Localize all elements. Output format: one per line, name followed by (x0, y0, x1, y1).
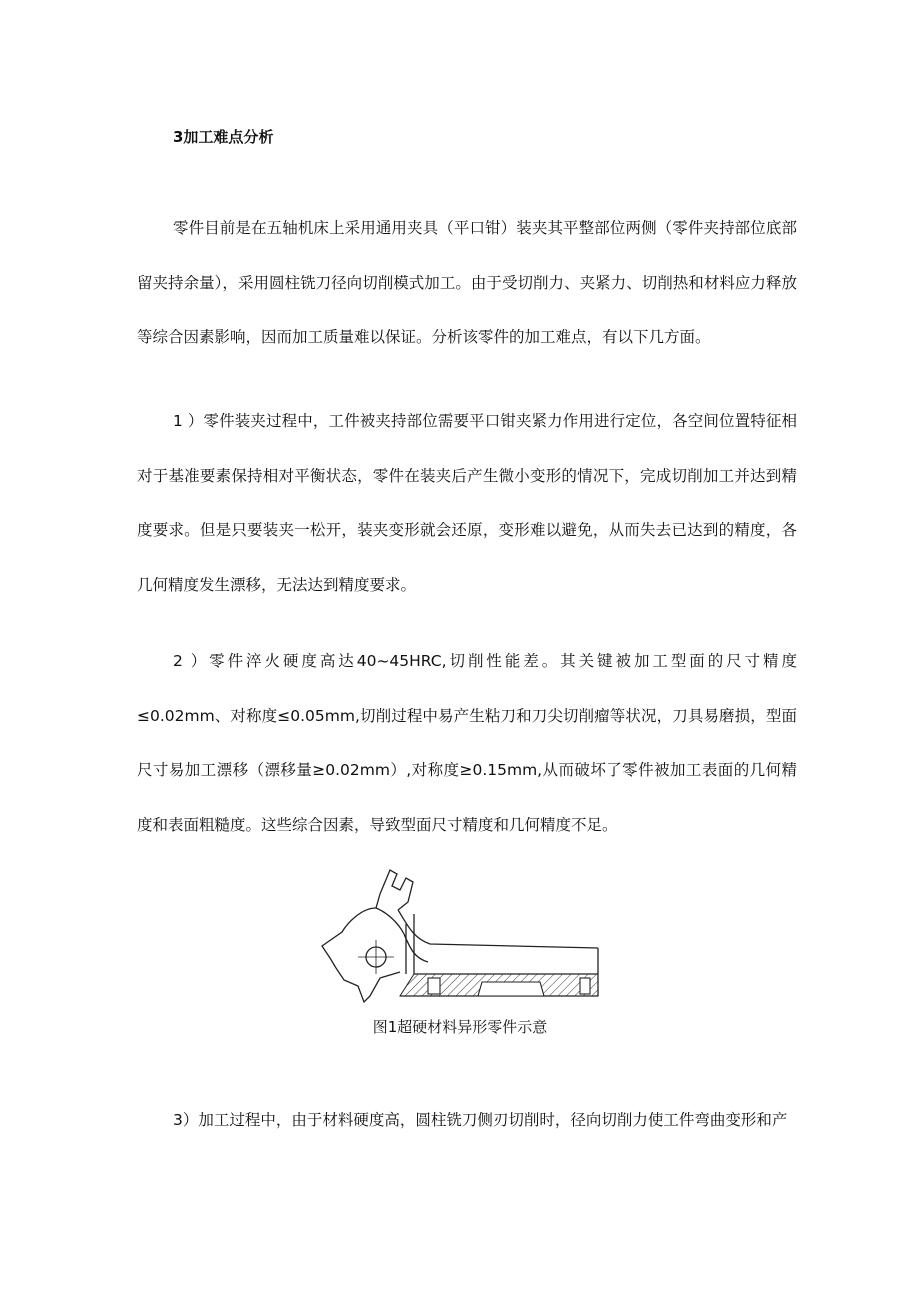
part-diagram-figure (318, 862, 602, 1012)
paragraph-point-3: 3）加工过程中，由于材料硬度高，圆柱铣刀侧刃切削时，径向切削力使工件弯曲变形和产 (173, 1111, 788, 1129)
part-diagram-drawing (318, 862, 602, 1012)
paragraph-intro: 零件目前是在五轴机床上采用通用夹具（平口钳）装夹其平整部位两侧（零件夹持部位底部留夹持余量），采用圆柱铣刀径向切削模式加工。由于受切削力、夹紧力、切削热和材料应力释放等综合因素影响，因而加工质量难以保证。分析该零件的加工难点，有以下几方面。 (137, 219, 797, 346)
figure-caption: 图1超硬材料异形零件示意 (372, 1018, 548, 1036)
paragraph-point-2: 2 ）零件淬火硬度高达40~45HRC,切削性能差。其关键被加工型面的尺寸精度≤0.02mm、对称度≤0.05mm,切削过程中易产生粘刀和刀尖切削瘤等状况，刀具易磨损，型面尺寸易加工漂移（漂移量≥0.02mm）,对称度≥0.15mm,从而破坏了零件被加工表面的几何精度和表面粗糙度。这些综合因素，导致型面尺寸精度和几何精度不足。 (137, 652, 797, 834)
section-heading: 3加工难点分析 (173, 128, 274, 146)
paragraph-point-1: 1 ）零件装夹过程中，工件被夹持部位需要平口钳夹紧力作用进行定位，各空间位置特征相对于基准要素保持相对平衡状态，零件在装夹后产生微小变形的情况下，完成切削加工并达到精度要求。但是只要装夹一松开，装夹变形就会还原，变形难以避免，从而失去已达到的精度，各几何精度发生漂移，无法达到精度要求。 (137, 412, 797, 594)
